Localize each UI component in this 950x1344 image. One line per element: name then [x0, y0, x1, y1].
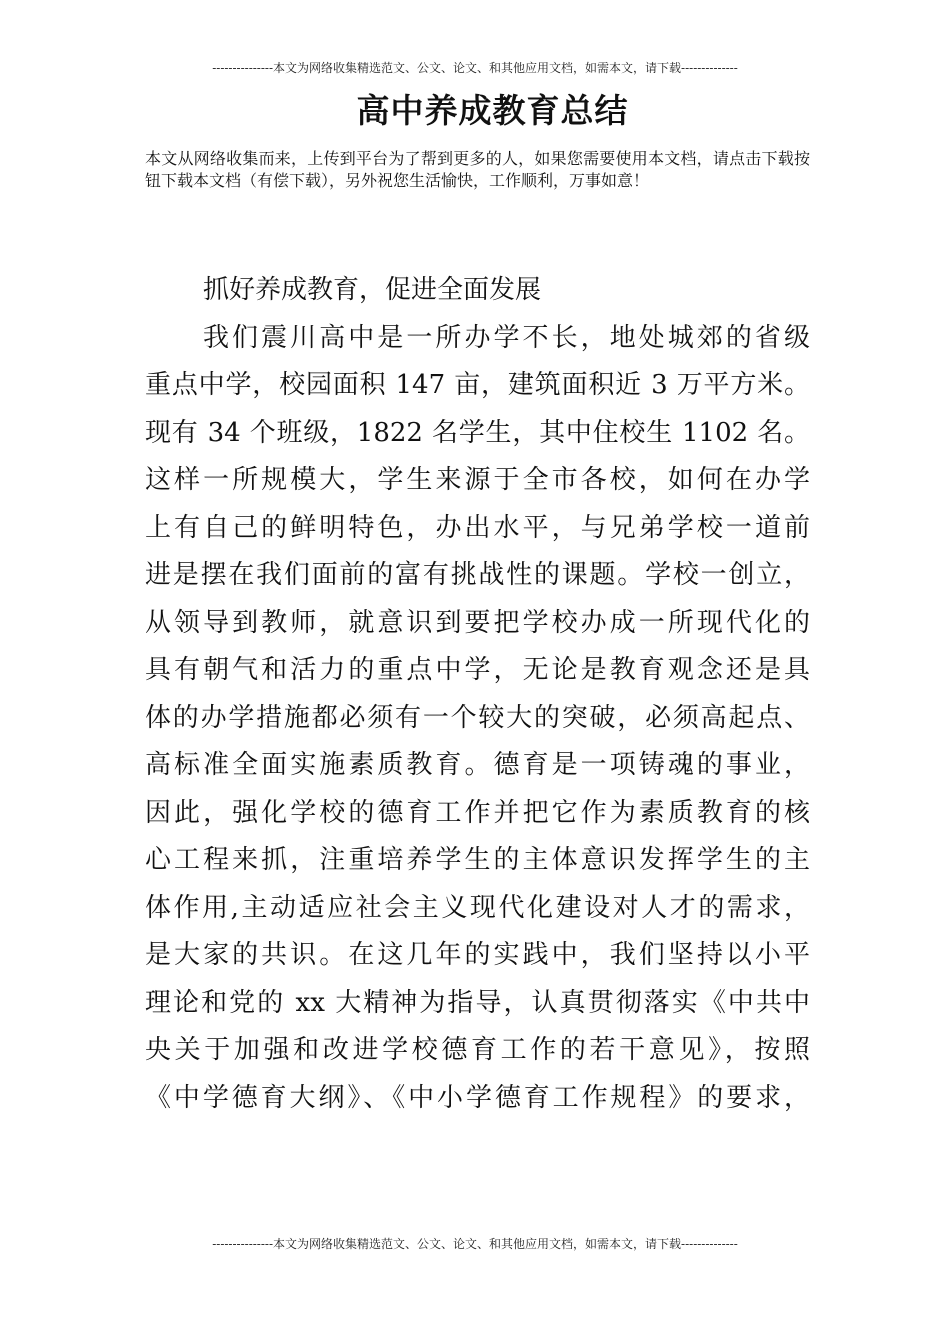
body-line: 上有自己的鲜明特色，办出水平，与兄弟学校一道前 — [145, 512, 810, 543]
body-line: 央关于加强和改进学校德育工作的若干意见》，按照 — [145, 1035, 810, 1065]
body-line: 进是摆在我们面前的富有挑战性的课题。学校一创立， — [145, 560, 810, 590]
body-line: 体作用,主动适应社会主义现代化建设对人才的需求， — [145, 892, 810, 923]
section-subheading: 抓好养成教育，促进全面发展 — [203, 275, 542, 305]
body-line: 重点中学，校园面积 147 亩，建筑面积近 3 万平方米。 — [145, 370, 810, 400]
body-line: 理论和党的 xx 大精神为指导，认真贯彻落实《中共中 — [145, 987, 810, 1018]
document-body — [145, 267, 810, 1122]
document-title: 高中养成教育总结 — [356, 91, 629, 130]
body-line: 是大家的共识。在这几年的实践中，我们坚持以小平 — [145, 940, 810, 970]
body-line: 这样一所规模大，学生来源于全市各校，如何在办学 — [145, 465, 810, 495]
body-line: 高标准全面实施素质教育。德育是一项铸魂的事业， — [145, 750, 810, 780]
body-line: 心工程来抓，注重培养学生的主体意识发挥学生的主 — [145, 845, 810, 875]
body-line: 现有 34 个班级，1822 名学生，其中住校生 1102 名。 — [145, 417, 810, 448]
body-line: 因此，强化学校的德育工作并把它作为素质教育的核 — [145, 797, 810, 828]
body-line: 体的办学措施都必须有一个较大的突破，必须高起点、 — [145, 702, 810, 733]
body-line: 从领导到教师，就意识到要把学校办成一所现代化的 — [145, 607, 810, 638]
page-footer-note: ---------------本文为网络收集精选范文、公文、论文、和其他应用文档，如需本文，请下载-------------- — [212, 1237, 738, 1251]
body-line: 具有朝气和活力的重点中学，无论是教育观念还是具 — [145, 655, 810, 685]
body-line: 《中学德育大纲》、《中小学德育工作规程》的要求， — [145, 1082, 810, 1113]
page-header-note: ---------------本文为网络收集精选范文、公文、论文、和其他应用文档，如需本文，请下载-------------- — [212, 61, 738, 75]
body-line: 我们震川高中是一所办学不长，地处城郊的省级 — [203, 322, 810, 353]
intro-note: 本文从网络收集而来，上传到平台为了帮到更多的人，如果您需要使用本文档，请点击下载按钮下载本文档（有偿下载），另外祝您生活愉快，工作顺利，万事如意！ — [145, 149, 810, 190]
